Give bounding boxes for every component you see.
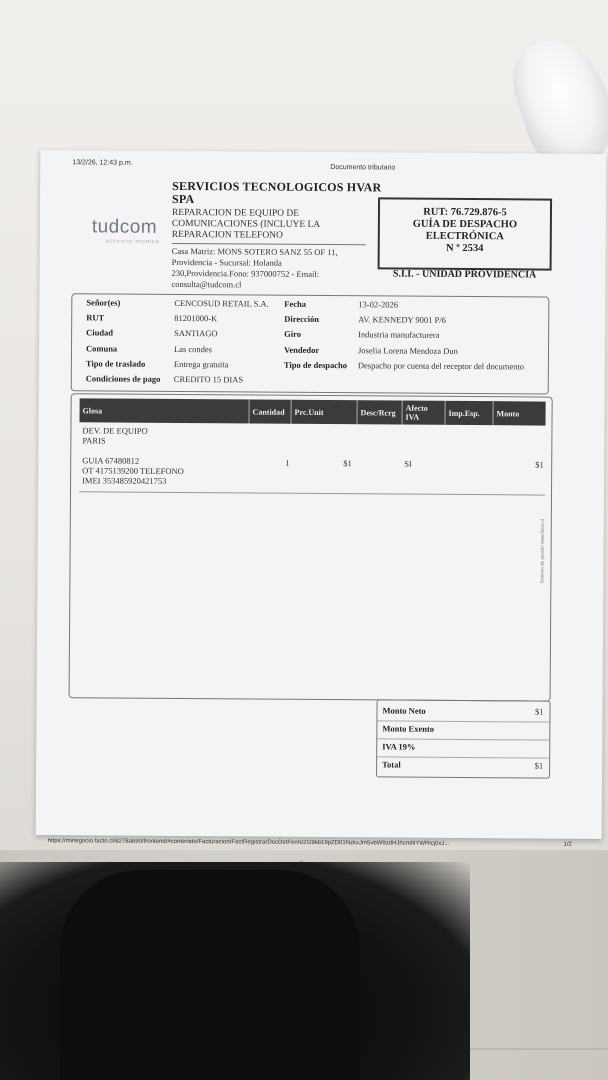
- header-monto: Monto: [496, 408, 520, 418]
- customer-info-box: [71, 293, 550, 394]
- totals-box: [376, 699, 551, 778]
- company-logo: [92, 216, 160, 243]
- company-address: Casa Matriz: MONS SOTERO SANZ 55 OF 11, Providencia - Sucursal: Holanda 230,Providencia.Fono: 937000752 - Email: consulta@tudcom.cl: [171, 245, 338, 290]
- rut-label: RUT: [86, 312, 105, 323]
- pago-label: Condiciones de pago: [85, 373, 161, 384]
- document-number: N º 2534: [446, 242, 484, 255]
- giro-label: Giro: [284, 328, 301, 339]
- traslado-label: Tipo de traslado: [85, 358, 146, 369]
- despacho-label: Tipo de despacho: [283, 359, 348, 371]
- fecha-label: Fecha: [284, 298, 307, 309]
- print-doc-title: Documento tributario: [330, 164, 396, 172]
- issuer-rut: RUT: 76.729.876-5: [423, 206, 507, 219]
- giro-value: Industria manufacturera: [358, 329, 440, 340]
- total-row-iva: IVA 19%: [377, 738, 549, 758]
- despacho-value: Despacho por cuenta del receptor del documento: [357, 360, 525, 372]
- item-afecto: SI: [404, 458, 412, 469]
- sii-unit: S.I.I. - UNIDAD PROVIDENCIA: [392, 268, 537, 281]
- header-imp-esp: Imp.Esp.: [445, 401, 493, 425]
- rut-value: 81201000-K: [174, 312, 218, 324]
- items-table: [69, 393, 553, 701]
- senor-value: CENCOSUD RETAIL S.A.: [174, 297, 269, 309]
- print-footer-page: 1/2: [563, 841, 572, 848]
- header-divider: [172, 243, 366, 245]
- vendedor-label: Vendedor: [283, 344, 320, 355]
- vendedor-value: Joselia Lorena Mendoza Dun: [357, 345, 458, 356]
- item-glosa: DEV. DE EQUIPO PARIS GUIA 67480812 OT 4175139200 TELEFONO IMEI 353485920421753: [82, 425, 184, 486]
- items-table-header: [79, 398, 545, 425]
- logo-subtitle: SERVICIO TECNICO: [105, 238, 160, 244]
- item-precio: $1: [343, 458, 352, 469]
- fecha-value: 13-02-2026: [358, 299, 399, 310]
- comuna-label: Comuna: [85, 343, 118, 354]
- direccion-value: AV. KENNEDY 9001 P/6: [358, 314, 446, 325]
- logo-text: tudcom: [91, 216, 158, 238]
- system-side-note: Sistema de gestión www.facto.cl: [539, 518, 545, 584]
- direccion-label: Dirección: [284, 313, 320, 324]
- pago-value: CREDITO 15 DIAS: [173, 373, 244, 385]
- print-footer-url: https://minegocio.facto.cl/8278ab90/frontend/#contenido/Facturacion/FactRegistrarDocDetForm/ZG9kb19pZD01NzkxJm5vbW9zdHJhcmhlYWRlcj0xJ...: [47, 838, 450, 847]
- ciudad-value: SANTIAGO: [174, 327, 218, 339]
- photographer-shadow: [60, 870, 360, 1080]
- header-desc: Desc/Rcrg: [357, 400, 402, 424]
- total-row-neto: Monto Neto $1: [377, 702, 549, 722]
- document-type-line2: ELECTRÓNICA: [425, 230, 504, 243]
- ciudad-label: Ciudad: [86, 327, 114, 338]
- item-cantidad: 1: [285, 457, 290, 468]
- header-glosa: Glosa: [79, 398, 249, 423]
- total-row-exento: Monto Exento: [377, 720, 549, 740]
- company-name: SERVICIOS TECNOLOGICOS HVAR SPA: [172, 178, 382, 207]
- rut-box: [378, 197, 552, 270]
- company-description: REPARACION DE EQUIPO DE COMUNICACIONES (INCLUYE LA REPARACION TELEFONO: [171, 207, 321, 241]
- document-type-line1: GUÍA DE DESPACHO: [412, 218, 518, 231]
- senor-label: Señor(es): [86, 297, 121, 308]
- header-precio: Prc.Unit: [291, 400, 357, 424]
- total-row-total: Total $1: [382, 759, 544, 771]
- header-afecto-iva: Afecto IVA: [402, 401, 445, 425]
- comuna-value: Las condes: [173, 343, 213, 355]
- item-monto: $1: [535, 459, 544, 470]
- dispatch-guide-document: [36, 150, 607, 848]
- traslado-value: Entrega gratuita: [173, 358, 229, 370]
- header-cantidad: Cantidad: [249, 399, 291, 423]
- item-row-divider: [79, 491, 545, 495]
- print-datetime: 13/2/26, 12:43 p.m.: [72, 159, 133, 167]
